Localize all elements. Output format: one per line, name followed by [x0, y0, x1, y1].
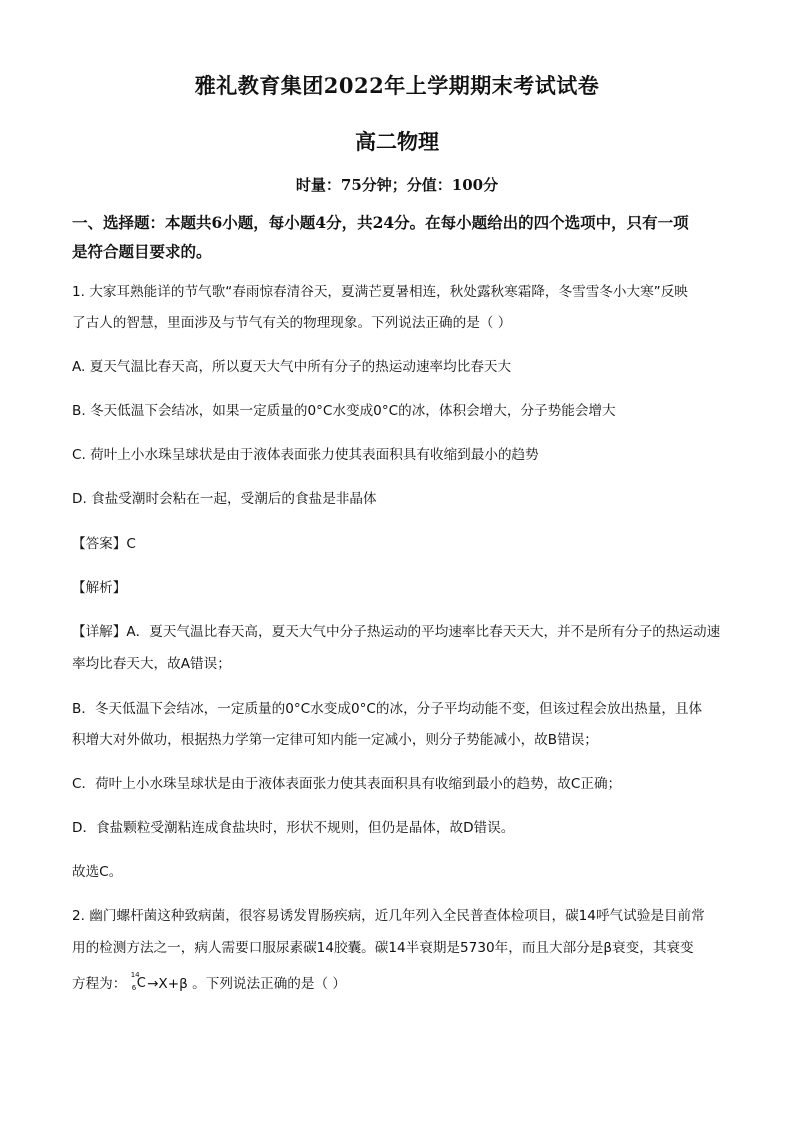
section-heading-line-1: 一、选择题：本题共6小题，每小题4分，共24分。在每小题给出的四个选项中，只有一项 — [72, 213, 689, 232]
element-symbol: C — [136, 976, 146, 991]
q1-option-a: A. 夏天气温比春天高，所以夏天大气中所有分子的热运动速率均比春天大 — [72, 359, 512, 375]
q1-stem-line-1: 1. 大家耳熟能详的节气歌“春雨惊春清谷天，夏满芒夏暑相连，秋处露秋寒霜降，冬雪雪冬小大寒”反映 — [72, 284, 688, 300]
q2-equation-suffix: 。下列说法正确的是（ ） — [192, 976, 346, 992]
q1-detail-line-5: C．荷叶上小水珠呈球状是由于液体表面张力使其表面积具有收缩到最小的趋势，故C正确； — [72, 776, 622, 792]
q1-analysis-tag: 【解析】 — [72, 580, 127, 596]
q2-stem-line-2: 用的检测方法之一，病人需要口服尿素碳14胶囊。碳14半衰期是5730年，而且大部分是β衰变，其衰变 — [72, 940, 694, 956]
q1-detail-line-4: 积增大对外做功，根据热力学第一定律可知内能一定减小，则分子势能减小，故B错误； — [72, 732, 598, 748]
q1-stem-line-2: 了古人的智慧，里面涉及与节气有关的物理现象。下列说法正确的是（ ） — [72, 315, 512, 331]
q1-detail-line-2: 率均比春天大，故A错误； — [72, 656, 231, 672]
mass-number: 14 — [130, 971, 140, 979]
atomic-number: 6 — [131, 984, 137, 992]
q1-option-c: C. 荷叶上小水珠呈球状是由于液体表面张力使其表面积具有收缩到最小的趋势 — [72, 447, 539, 463]
q1-option-b: B. 冬天低温下会结冰，如果一定质量的0°C水变成0°C的冰，体积会增大，分子势能会增大 — [72, 403, 616, 419]
q1-detail-line-3: B．冬天低温下会结冰，一定质量的0°C水变成0°C的冰，分子平均动能不变，但该过程会放出热量，且体 — [72, 701, 703, 717]
q2-stem-line-3 — [72, 972, 346, 992]
section-heading-line-2: 是符合题目要求的。 — [72, 242, 212, 261]
carbon-14-nuclide — [130, 971, 146, 992]
section-heading — [72, 208, 732, 266]
q2-equation-prefix: 方程为： — [72, 976, 127, 992]
q1-detail-line-1: 【详解】A．夏天气温比春天高，夏天大气中分子热运动的平均速率比春天天大，并不是所有分子的热运动速 — [72, 624, 721, 640]
q2-equation-rest: →X+β — [147, 976, 188, 992]
subject-title: 高二物理 — [355, 129, 439, 154]
exam-meta: 时量：75分钟；分值：100分 — [295, 176, 499, 194]
q1-answer: 【答案】C — [72, 536, 136, 552]
q1-detail-line-6: D．食盐颗粒受潮粘连成食盐块时，形状不规则，但仍是晶体，故D错误。 — [72, 820, 515, 836]
q2-stem-line-1: 2. 幽门螺杆菌这种致病菌，很容易诱发胃肠疾病，近几年列入全民普查体检项目，碳14呼气试验是目前常 — [72, 908, 705, 924]
q1-option-d: D. 食盐受潮时会粘在一起，受潮后的食盐是非晶体 — [72, 491, 377, 507]
q1-conclusion: 故选C。 — [72, 864, 123, 880]
exam-title: 雅礼教育集团2022年上学期期末考试试卷 — [194, 73, 600, 98]
